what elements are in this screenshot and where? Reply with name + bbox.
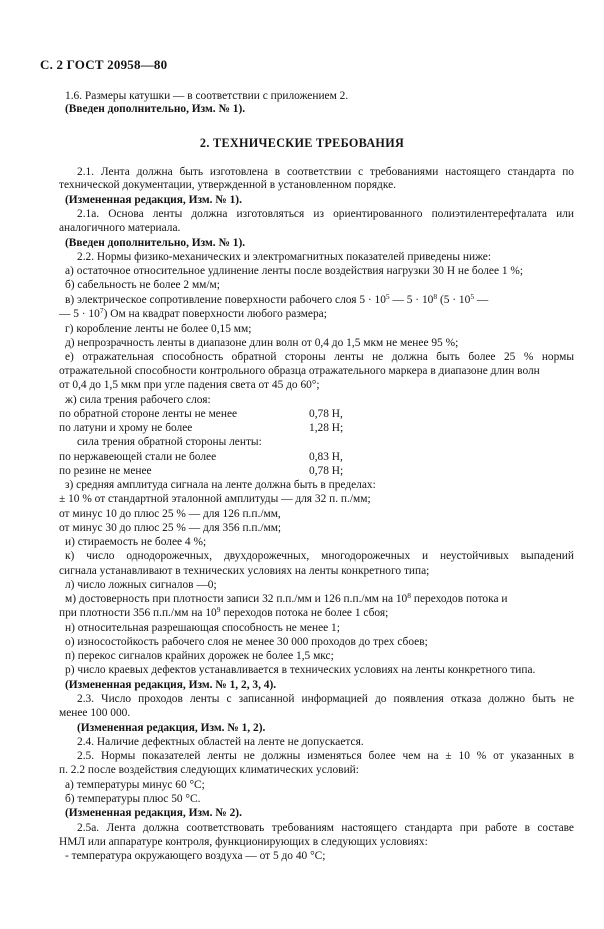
paragraph-2-1a-line-1: 2.1а. Основа ленты должна изготовляться из ориентированного полиэтилентерефталата или: [77, 208, 574, 220]
item-zh: ж) сила трения рабочего слоя:: [65, 394, 211, 406]
item-d: д) непрозрачность ленты в диапазоне длин волн от 0,4 до 1,5 мкм не менее 95 %;: [65, 337, 459, 349]
section-title: 2. ТЕХНИЧЕСКИЕ ТРЕБОВАНИЯ: [199, 136, 405, 150]
friction-row: по обратной стороне ленты не менее 0,78 Н,: [59, 408, 343, 420]
item-p: п) перекос сигналов крайних дорожек не более 1,5 мкс;: [65, 650, 334, 662]
paragraph-2-1-line-2: технической документации, утвержденной в установленном порядке.: [59, 179, 397, 191]
paragraph-2-5-line-1: 2.5. Нормы показателей ленты не должны изменяться более чем на ± 10 % от указанных в: [77, 750, 574, 762]
amendment-note: (Измененная редакция, Изм. № 2).: [65, 807, 242, 819]
item-n: н) относительная разрешающая способность не менее 1;: [65, 622, 340, 634]
paragraph-2-3-line-1: 2.3. Число проходов ленты с записанной информацией до появления отказа должно быть не: [77, 693, 574, 705]
item-m-line-2: при плотности 356 п.п./мм на $10^9$ переходов потока не более 1 сбоя;: [59, 605, 389, 619]
item-m-line-1: м) достоверность при плотности записи 32 п.п./мм и 126 п.п./мм на $10^8$ переходов потока и: [65, 591, 508, 605]
item-v-line-1: в) электрическое сопротивление поверхности рабочего слоя $5 \cdot 10^5$ — $5 \cdot 10^8$ ($5 \cdot 10^5$ —: [65, 292, 489, 306]
amendment-note: (Введен дополнительно, Изм. № 1).: [65, 103, 246, 115]
paragraph-2-5a-line-2: НМЛ или аппаратуре контроля, функционирующих в следующих условиях:: [59, 836, 428, 848]
item-z-line-3: от минус 30 до плюс 25 % — для 356 п.п./мм;: [59, 522, 282, 534]
item-z-line-2: от минус 10 до плюс 25 % — для 126 п.п./мм,: [59, 508, 281, 520]
friction-row: по латуни и хрому не более 1,28 Н;: [59, 422, 344, 434]
paragraph-2-4: 2.4. Наличие дефектных областей на ленте не допускается.: [77, 736, 364, 748]
item-r: р) число краевых дефектов устанавливается в технических условиях на ленты конкретного типа.: [65, 664, 536, 676]
item-i: и) стираемость не более 4 %;: [65, 536, 207, 548]
amendment-note: (Измененная редакция, Изм. № 1, 2, 3, 4).: [65, 679, 277, 691]
condition-temperature: - температура окружающего воздуха — от 5 до 40 °С;: [65, 850, 326, 862]
page-header: С. 2 ГОСТ 20958—80: [40, 57, 168, 72]
item-e-line-1: е) отражательная способность обратной стороны ленты не должна быть более 25 % нормы: [65, 351, 574, 363]
item-l: л) число ложных сигналов —0;: [65, 579, 217, 591]
item-a: а) остаточное относительное удлинение ленты после воздействия нагрузки 30 Н не более 1 %;: [65, 265, 524, 277]
paragraph-2-1a-line-2: аналогичного материала.: [59, 222, 181, 234]
amendment-note: (Измененная редакция, Изм. № 1).: [65, 194, 242, 206]
item-k-line-2: сигнала устанавливают в технических условиях на ленты конкретного типа;: [59, 565, 430, 577]
paragraph-2-3-line-2: менее 100 000.: [59, 707, 131, 719]
item-o: о) износостойкость рабочего слоя не менее 30 000 проходов до трех сбоев;: [65, 636, 428, 648]
amendment-note: (Введен дополнительно, Изм. № 1).: [65, 237, 246, 249]
item-b: б) температуры плюс 50 °С.: [65, 793, 201, 805]
paragraph-2-1-line-1: 2.1. Лента должна быть изготовлена в соответствии с требованиями настоящего стандарта по: [77, 166, 574, 178]
item-z-line-1: ± 10 % от стандартной эталонной амплитуды — для 32 п. п./мм;: [59, 493, 371, 505]
friction-row: по резине не менее 0,78 Н;: [59, 465, 344, 477]
item-b: б) сабельность не более 2 мм/м;: [65, 279, 220, 291]
friction-row: по нержавеющей стали не более 0,83 Н,: [59, 451, 343, 463]
item-a: а) температуры минус 60 °С;: [65, 779, 205, 791]
amendment-note: (Измененная редакция, Изм. № 1, 2).: [77, 722, 266, 734]
paragraph-2-5a-line-1: 2.5а. Лента должна соответствовать требованиям настоящего стандарта при работе в составе: [77, 822, 574, 834]
paragraph-2-5-line-2: п. 2.2 после воздействия следующих климатических условий:: [59, 764, 359, 776]
item-e-line-2: отражательной способности контрольного образца отражательного маркера в диапазоне длин волн: [59, 365, 540, 377]
item-k-line-1: к) число однодорожечных, двухдорожечных, многодорожечных и неустойчивых выпадений: [65, 550, 574, 562]
item-e-line-3: от 0,4 до 1,5 мкм при угле падения света от 45 до 60°;: [59, 379, 320, 391]
item-v-line-2: — $5 \cdot 10^7$) Ом на квадрат поверхности любого размера;: [59, 306, 327, 320]
item-z: з) средняя амплитуда сигнала на ленте должна быть в пределах:: [65, 479, 376, 491]
friction-back-heading: сила трения обратной стороны ленты:: [77, 436, 262, 448]
paragraph-1-6: 1.6. Размеры катушки — в соответствии с приложением 2.: [65, 90, 349, 102]
paragraph-2-2-intro: 2.2. Нормы физико-механических и электромагнитных показателей приведены ниже:: [77, 251, 492, 263]
item-g: г) коробление ленты не более 0,15 мм;: [65, 323, 252, 335]
